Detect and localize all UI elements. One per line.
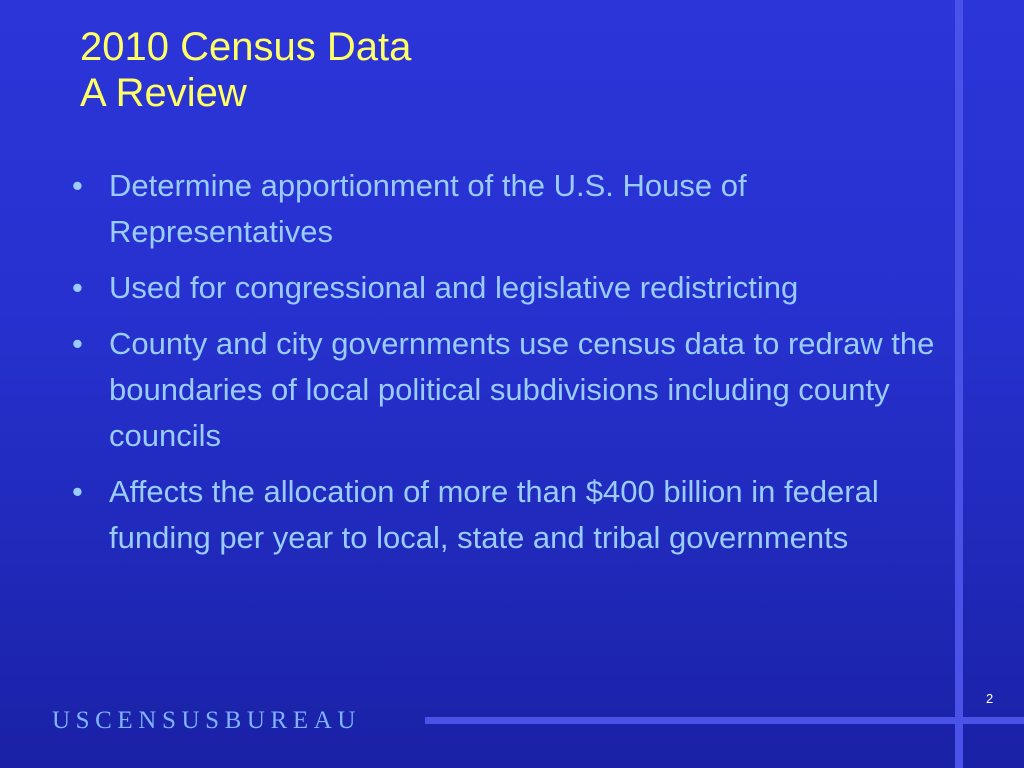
bullet-item <box>72 321 942 459</box>
bullet-text: County and city governments use census data to redraw the boundaries of local political subdivisions including county councils <box>109 326 935 453</box>
page-number: 2 <box>986 691 994 706</box>
bullet-list <box>72 163 942 571</box>
slide-title <box>80 24 411 116</box>
bullet-dot-icon: • <box>72 474 83 509</box>
bullet-item <box>72 163 942 255</box>
bullet-dot-icon: • <box>72 168 83 203</box>
bullet-item <box>72 265 942 311</box>
bullet-text: Determine apportionment of the U.S. House of Representatives <box>109 168 747 249</box>
bullet-text: Affects the allocation of more than $400 billion in federal funding per year to local, state and tribal governments <box>109 474 879 555</box>
vertical-accent-line <box>955 0 963 768</box>
horizontal-accent-line <box>425 717 1024 724</box>
census-bureau-logo: USCENSUSBUREAU <box>52 707 362 734</box>
bullet-dot-icon: • <box>72 270 83 305</box>
slide-title-line-1: 2010 Census Data <box>80 25 412 69</box>
bullet-item <box>72 469 942 561</box>
slide-title-line-2: A Review <box>80 71 247 115</box>
bullet-dot-icon: • <box>72 326 83 361</box>
bullet-text: Used for congressional and legislative redistricting <box>109 270 799 305</box>
